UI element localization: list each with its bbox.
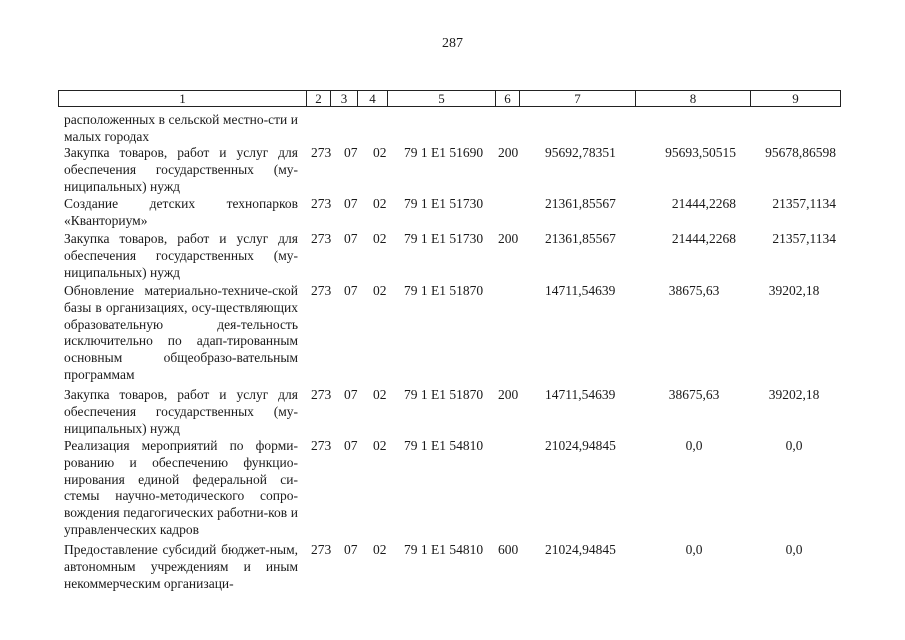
row-amount-9: 21357,1134 — [772, 196, 836, 211]
row-rz: 07 — [344, 283, 358, 298]
row-rz: 07 — [344, 387, 358, 402]
row-amount-8: 95693,50515 — [665, 145, 736, 160]
header-col-7: 7 — [520, 91, 636, 106]
row-gr: 273 — [311, 542, 332, 557]
row-pr: 02 — [373, 542, 387, 557]
header-col-9: 9 — [792, 91, 799, 106]
row-csr: 79 1 E1 51730 — [404, 196, 484, 211]
row-amount-9: 95678,86598 — [765, 145, 836, 160]
row-gr: 273 — [311, 196, 332, 211]
row-csr: 79 1 E1 54810 — [404, 542, 484, 557]
row-amount-8: 21444,2268 — [671, 196, 736, 211]
row-pr: 02 — [373, 145, 387, 160]
row-rz: 07 — [344, 438, 358, 453]
row-csr: 79 1 E1 51730 — [404, 231, 484, 246]
table-header — [58, 90, 841, 107]
row-amount-8: 21444,2268 — [671, 231, 736, 246]
row-description: Закупка товаров, работ и услуг для обеспечения государственных (му-ниципальных) нужд — [64, 387, 298, 436]
row-rz: 07 — [344, 542, 358, 557]
row-amount-9: 39202,18 — [768, 283, 820, 298]
row-gr: 273 — [311, 283, 332, 298]
row-pr: 02 — [373, 438, 387, 453]
row-description: Создание детских технопарков «Кванториум» — [64, 196, 298, 228]
row-amount-8: 0,0 — [685, 542, 703, 557]
row-amount-9: 0,0 — [785, 542, 803, 557]
row-description: Предоставление субсидий бюджет-ным, автономным учреждениям и иным некоммерческим организаци- — [64, 542, 298, 591]
row-gr: 273 — [311, 231, 332, 246]
row-vr: 600 — [498, 542, 519, 557]
row-amount-7: 21361,85567 — [545, 231, 616, 246]
header-col-5: 5 — [388, 91, 496, 106]
row-amount-8: 0,0 — [685, 438, 703, 453]
row-amount-9: 21357,1134 — [772, 231, 836, 246]
header-col-4: 4 — [358, 91, 388, 106]
row-gr: 273 — [311, 387, 332, 402]
row-amount-7: 95692,78351 — [545, 145, 616, 160]
row-pr: 02 — [373, 283, 387, 298]
header-col-1: 1 — [59, 91, 307, 106]
row-description: Закупка товаров, работ и услуг для обеспечения государственных (му-ниципальных) нужд — [64, 231, 298, 280]
row-amount-8: 38675,63 — [668, 283, 720, 298]
row-amount-8: 38675,63 — [668, 387, 720, 402]
row-vr: 200 — [498, 145, 519, 160]
row-description: Закупка товаров, работ и услуг для обеспечения государственных (му-ниципальных) нужд — [64, 145, 298, 194]
page-number: 287 — [442, 36, 463, 51]
row-amount-9: 0,0 — [785, 438, 803, 453]
row-pr: 02 — [373, 196, 387, 211]
row-amount-9: 39202,18 — [768, 387, 820, 402]
row-csr: 79 1 E1 51690 — [404, 145, 484, 160]
row-rz: 07 — [344, 196, 358, 211]
row-pr: 02 — [373, 387, 387, 402]
row-amount-7: 14711,54639 — [545, 387, 616, 402]
row-vr: 200 — [498, 231, 519, 246]
row-rz: 07 — [344, 231, 358, 246]
row-amount-7: 14711,54639 — [545, 283, 616, 298]
row-amount-7: 21024,94845 — [545, 542, 616, 557]
row-pr: 02 — [373, 231, 387, 246]
header-col-8: 8 — [636, 91, 751, 106]
row-gr: 273 — [311, 145, 332, 160]
row-csr: 79 1 E1 54810 — [404, 438, 484, 453]
header-col-2: 2 — [307, 91, 331, 106]
row-description: расположенных в сельской местно-сти и малых городах — [64, 112, 298, 144]
row-amount-7: 21024,94845 — [545, 438, 616, 453]
row-csr: 79 1 E1 51870 — [404, 387, 484, 402]
row-rz: 07 — [344, 145, 358, 160]
header-col-3: 3 — [331, 91, 358, 106]
row-description: Реализация мероприятий по форми-рованию и обеспечению функцио-нирования единой федеральной си-стемы научно-методического сопро-вождения педагогических работни-ков и управленческих кадров — [64, 438, 298, 537]
row-amount-7: 21361,85567 — [545, 196, 616, 211]
header-col-6: 6 — [496, 91, 520, 106]
row-description: Обновление материально-техниче-ской базы в организациях, осу-ществляющих образовательную дея-тельность исключительно по адап-тированным основным общеобразо-вательным программам — [64, 283, 298, 382]
row-vr: 200 — [498, 387, 519, 402]
row-csr: 79 1 E1 51870 — [404, 283, 484, 298]
row-gr: 273 — [311, 438, 332, 453]
